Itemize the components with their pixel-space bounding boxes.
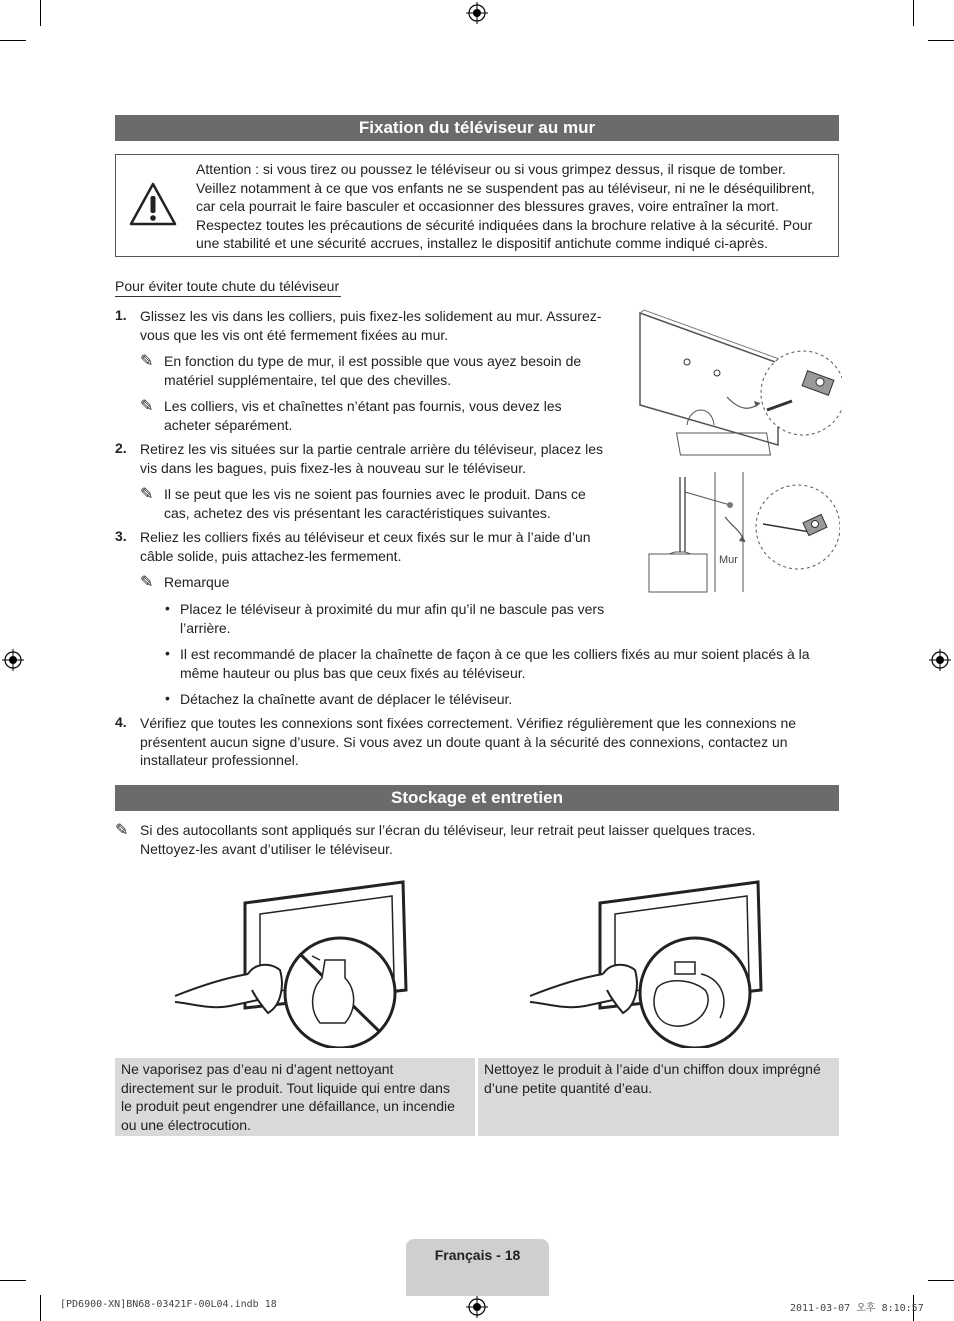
- registration-mark-icon: [466, 1296, 488, 1318]
- step-text: Glissez les vis dans les colliers, puis fixez-les solidement au mur. Assurez- vous que les vis ont été fermement fixées au mur.: [140, 308, 602, 343]
- bullet-text: Placez le téléviseur à proximité du mur afin qu’il ne bascule pas vers l’arrière.: [180, 601, 605, 636]
- note-text: Les colliers, vis et chaînettes n’étant pas fournis, vous devez les acheter séparément.: [164, 398, 562, 433]
- registration-mark-icon: [466, 2, 488, 24]
- tv-back-illustration: [632, 305, 842, 460]
- wipe-cloth-illustration: [525, 878, 765, 1048]
- step-number: 4.: [115, 714, 127, 730]
- slug-left: [PD6900-XN]BN68-03421F-00L04.indb 18: [60, 1299, 277, 1310]
- note-text: Il se peut que les vis ne soient pas fournies avec le produit. Dans ce cas, achetez des vis présentant les caractéristiques suivantes.: [164, 486, 586, 521]
- no-spray-illustration: [170, 878, 410, 1048]
- step-number: 1.: [115, 307, 127, 323]
- pencil-note-icon: ✎: [140, 398, 154, 415]
- subheading: Pour éviter toute chute du téléviseur: [115, 278, 341, 297]
- caption-left: Ne vaporisez pas d’eau ni d’agent nettoyant directement sur le produit. Tout liquide qui entre dans le produit peut engendrer une défaillance, un incendie ou une électrocution.: [115, 1058, 475, 1136]
- wall-bracket-illustration: [645, 472, 840, 597]
- caption-right: Nettoyez le produit à l’aide d’un chiffon doux imprégné d’une petite quantité d’eau.: [478, 1058, 839, 1136]
- slug-right: 2011-03-07 오후 8:10:57: [790, 1303, 924, 1314]
- warning-text: Attention : si vous tirez ou poussez le téléviseur ou si vous grimpez dessus, il risque de tomber. Veillez notamment à ce que vos enfants ne se suspendent pas au téléviseur, ni ne le déséquilibrent, car cela pourrait le faire basculer et occasionner des blessures graves, voire entraîner la mort. Respectez toutes les précautions de sécurité indiquées dans la brochure relative à la sécurité. Pour une stabilité et une sécurité accrues, installez le dispositif antichute comme indiqué ci-après.: [196, 161, 815, 251]
- pencil-note-icon: ✎: [140, 353, 154, 370]
- step-number: 3.: [115, 528, 127, 544]
- registration-mark-icon: [2, 649, 24, 671]
- bullet-text: Il est recommandé de placer la chaînette de façon à ce que les colliers fixés au mur soient placés à la même hauteur ou plus bas que ceux fixés au téléviseur.: [180, 646, 810, 681]
- wall-label: Mur: [719, 554, 738, 566]
- warning-label: Attention: [196, 161, 252, 177]
- warning-box: [115, 154, 839, 257]
- note-text: En fonction du type de mur, il est possible que vous ayez besoin de matériel supplémentaire, tel que des chevilles.: [164, 353, 582, 388]
- pencil-note-icon: ✎: [140, 486, 154, 503]
- page-number-tab: Français - 18: [406, 1239, 549, 1296]
- step-number: 2.: [115, 440, 127, 456]
- section-title: Stockage et entretien: [115, 785, 839, 811]
- registration-mark-icon: [929, 649, 951, 671]
- step-text: Vérifiez que toutes les connexions sont fixées correctement. Vérifiez régulièrement que les connexions ne présentent aucun signe d’usure. Si vous avez un doute quant à la sécurité des connexions, contactez un installateur professionnel.: [140, 715, 797, 768]
- step-text: Reliez les colliers fixés au téléviseur et ceux fixés sur le mur à l’aide d’un câble solide, puis attachez-les fermement.: [140, 529, 591, 564]
- note-text: Si des autocollants sont appliqués sur l’écran du téléviseur, leur retrait peut laisser quelques traces. Nettoyez-les avant d’utiliser le téléviseur.: [140, 822, 756, 857]
- section-title: Fixation du téléviseur au mur: [115, 115, 839, 141]
- pencil-note-icon: ✎: [115, 822, 129, 839]
- remark-label: Remarque: [164, 574, 230, 590]
- step-text: Retirez les vis situées sur la partie centrale arrière du téléviseur, placez les vis dans les bagues, puis fixez-les à nouveau sur le téléviseur.: [140, 441, 603, 476]
- warning-triangle-icon: [128, 181, 178, 227]
- pencil-note-icon: ✎: [140, 574, 154, 591]
- bullet-dot: •: [165, 690, 170, 706]
- bullet-dot: •: [165, 645, 170, 661]
- bullet-text: Détachez la chaînette avant de déplacer le téléviseur.: [180, 691, 513, 707]
- bullet-dot: •: [165, 600, 170, 616]
